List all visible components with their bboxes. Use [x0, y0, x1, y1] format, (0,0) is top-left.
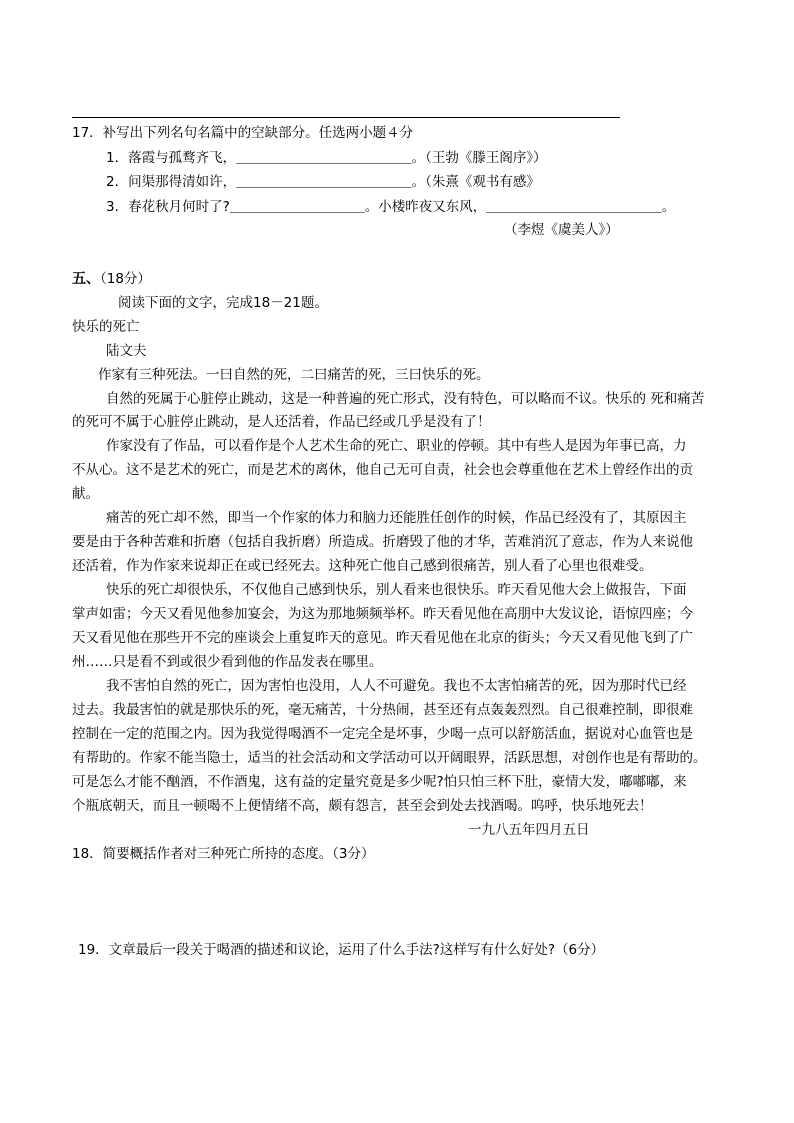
article-line: 快乐的死亡却很快乐，不仅他自己感到快乐，别人看来也很快乐。昨天看见他大会上做报告，下面: [106, 582, 687, 598]
question-19: 19．文章最后一段关于喝酒的描述和议论，运用了什么手法?这样写有什么好处?（6分）: [78, 942, 605, 958]
article-line: 天又看见他在那些开不完的座谈会上重复昨天的意见。昨天看见他在北京的街头；今天又看见他飞到了广: [72, 630, 693, 646]
article-date: 一九八五年四月五日: [468, 822, 590, 838]
q17-title: 17．补写出下列名句名篇中的空缺部分。任选两小题４分: [72, 125, 414, 141]
article-author: 陆文夫: [106, 343, 147, 359]
section-5-instruction: 阅读下面的文字，完成18－21题。: [118, 295, 328, 311]
article-line: 可是怎么才能不酗酒，不作酒鬼，这有益的定量究竟是多少呢?怕只怕三杯下肚，豪情大发，嘟嘟嘟，来: [72, 774, 687, 790]
article-line: 还活着，作为作家来说却正在或已经死去。这种死亡他自己感到很痛苦，别人看了心里也很难受。: [72, 558, 653, 574]
q17-source-3: （李煜《虞美人》）: [504, 222, 619, 238]
section-5-score: （18分）: [100, 271, 151, 287]
article-line: 的死可不属于心脏停止跳动，是人还活着，作品已经或几乎是没有了！: [72, 414, 491, 430]
article-line: 作家没有了作品，可以看作是个人艺术生命的死亡、职业的停顿。其中有些人是因为年事已高，力: [106, 438, 687, 454]
section-5-label: 五、: [72, 271, 100, 287]
question-18: 18．简要概括作者对三种死亡所持的态度。（3分）: [72, 846, 375, 862]
article-line: 痛苦的死亡却不然，即当一个作家的体力和脑力还能胜任创作的时候，作品已经没有了，其原因主: [106, 510, 687, 526]
article-line: 过去。我最害怕的就是那快乐的死，毫无痛苦，十分热闹，甚至还有点轰轰烈烈。自己很难控制，即很难: [72, 702, 693, 718]
article-line: 州……只是看不到或很少看到他的作品发表在哪里。: [72, 654, 383, 670]
header-rule: [72, 117, 620, 118]
q17-item-2: 2．问渠那得清如许，＿＿＿＿＿＿＿＿＿＿＿＿＿。（朱熹《观书有感》: [106, 174, 540, 190]
article-line: 不从心。这不是艺术的死亡，而是艺术的离休，他自己无可自责，社会也会尊重他在艺术上曾经作出的贡: [72, 462, 693, 478]
article-line: 要是由于各种苦难和折磨（包括自我折磨）所造成。折磨毁了他的才华，苦难消沉了意志，作为人来说他: [72, 534, 693, 550]
article-line: 作家有三种死法。一曰自然的死，二曰痛苦的死，三曰快乐的死。: [98, 367, 490, 383]
article-line: 我不害怕自然的死亡，因为害怕也没用，人人不可避免。我也不太害怕痛苦的死，因为那时代已经: [106, 678, 687, 694]
article-line: 自然的死属于心脏停止跳动，这是一种普遍的死亡形式，没有特色，可以略而不议。快乐的 死和痛苦: [106, 391, 705, 407]
section-5-header: [72, 270, 151, 288]
article-line: 控制在一定的范围之内。因为我觉得喝酒不一定完全是坏事，少喝一点可以舒筋活血，据说对心血管也是: [72, 726, 693, 742]
q17-item-1: 1．落霞与孤鹜齐飞，＿＿＿＿＿＿＿＿＿＿＿＿＿。（王勃《滕王阁序》）: [106, 150, 547, 166]
article-line: 有帮助的。作家不能当隐士，适当的社会活动和文学活动可以开阔眼界，活跃思想，对创作也是有帮助的。: [72, 750, 707, 766]
article-title: 快乐的死亡: [72, 319, 140, 335]
article-line: 献。: [72, 486, 99, 502]
article-line: 个瓶底朝天，而且一顿喝不上便情绪不高，颇有怨言，甚至会到处去找酒喝。呜呼，快乐地死去！: [72, 798, 653, 814]
article-line: 掌声如雷；今天又看见他参加宴会，为这为那地频频举杯。昨天看见他在高朋中大发议论，语惊四座；今: [72, 606, 693, 622]
q17-item-3: 3．春花秋月何时了?＿＿＿＿＿＿＿＿＿＿。小楼昨夜又东风，＿＿＿＿＿＿＿＿＿＿＿＿＿。: [106, 199, 676, 215]
